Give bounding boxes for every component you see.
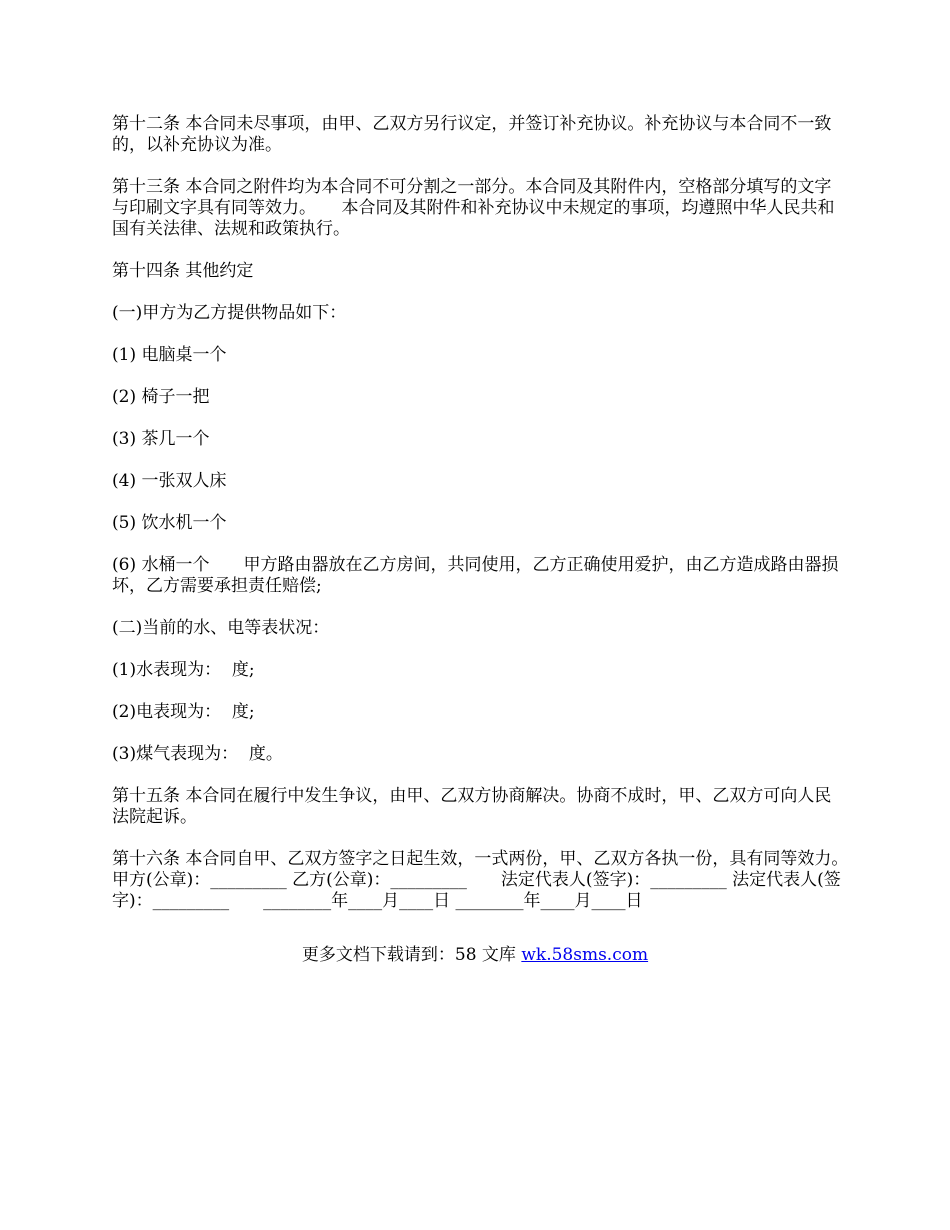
document-body xyxy=(112,114,874,933)
item-6: (6) 水桶一个 甲方路由器放在乙方房间，共同使用，乙方正确使用爱护，由乙方造成路由器损坏，乙方需要承担责任赔偿; xyxy=(112,555,839,596)
clause-12: 第十二条 本合同未尽事项，由甲、乙双方另行议定，并签订补充协议。补充协议与本合同不一致的，以补充协议为准。 xyxy=(112,114,832,155)
item-4: (4) 一张双人床 xyxy=(112,471,227,491)
gas-meter: (3)煤气表现为： 度。 xyxy=(112,744,283,764)
clause-15: 第十五条 本合同在履行中发生争议，由甲、乙双方协商解决。协商不成时，甲、乙双方可向人民法院起诉。 xyxy=(112,786,832,827)
items-provided-heading: (一)甲方为乙方提供物品如下： xyxy=(112,303,347,323)
clause-14-heading: 第十四条 其他约定 xyxy=(112,261,254,281)
footer-prefix: 更多文档下载请到：58 文库 xyxy=(301,945,522,965)
item-5: (5) 饮水机一个 xyxy=(112,513,227,533)
clause-16: 第十六条 本合同自甲、乙双方签字之日起生效，一式两份，甲、乙双方各执一份，具有同等效力。 甲方(公章)：_________ 乙方(公章)：_________ 法定代表人(签字)：_________ 法定代表人(签字)：_________ ________年____月____日 ________年____月____日 xyxy=(112,849,874,911)
item-1: (1) 电脑桌一个 xyxy=(112,345,227,365)
water-meter: (1)水表现为： 度; xyxy=(112,660,255,680)
clause-13: 第十三条 本合同之附件均为本合同不可分割之一部分。本合同及其附件内，空格部分填写的文字与印刷文字具有同等效力。 本合同及其附件和补充协议中未规定的事项，均遵照中华人民共和国有关法律、法规和政策执行。 xyxy=(112,177,835,239)
item-2: (2) 椅子一把 xyxy=(112,387,210,407)
footer-link[interactable]: wk.58sms.com xyxy=(521,945,649,965)
electric-meter: (2)电表现为： 度; xyxy=(112,702,255,722)
download-footer xyxy=(0,945,950,966)
item-3: (3) 茶几一个 xyxy=(112,429,210,449)
meter-status-heading: (二)当前的水、电等表状况： xyxy=(112,618,330,638)
